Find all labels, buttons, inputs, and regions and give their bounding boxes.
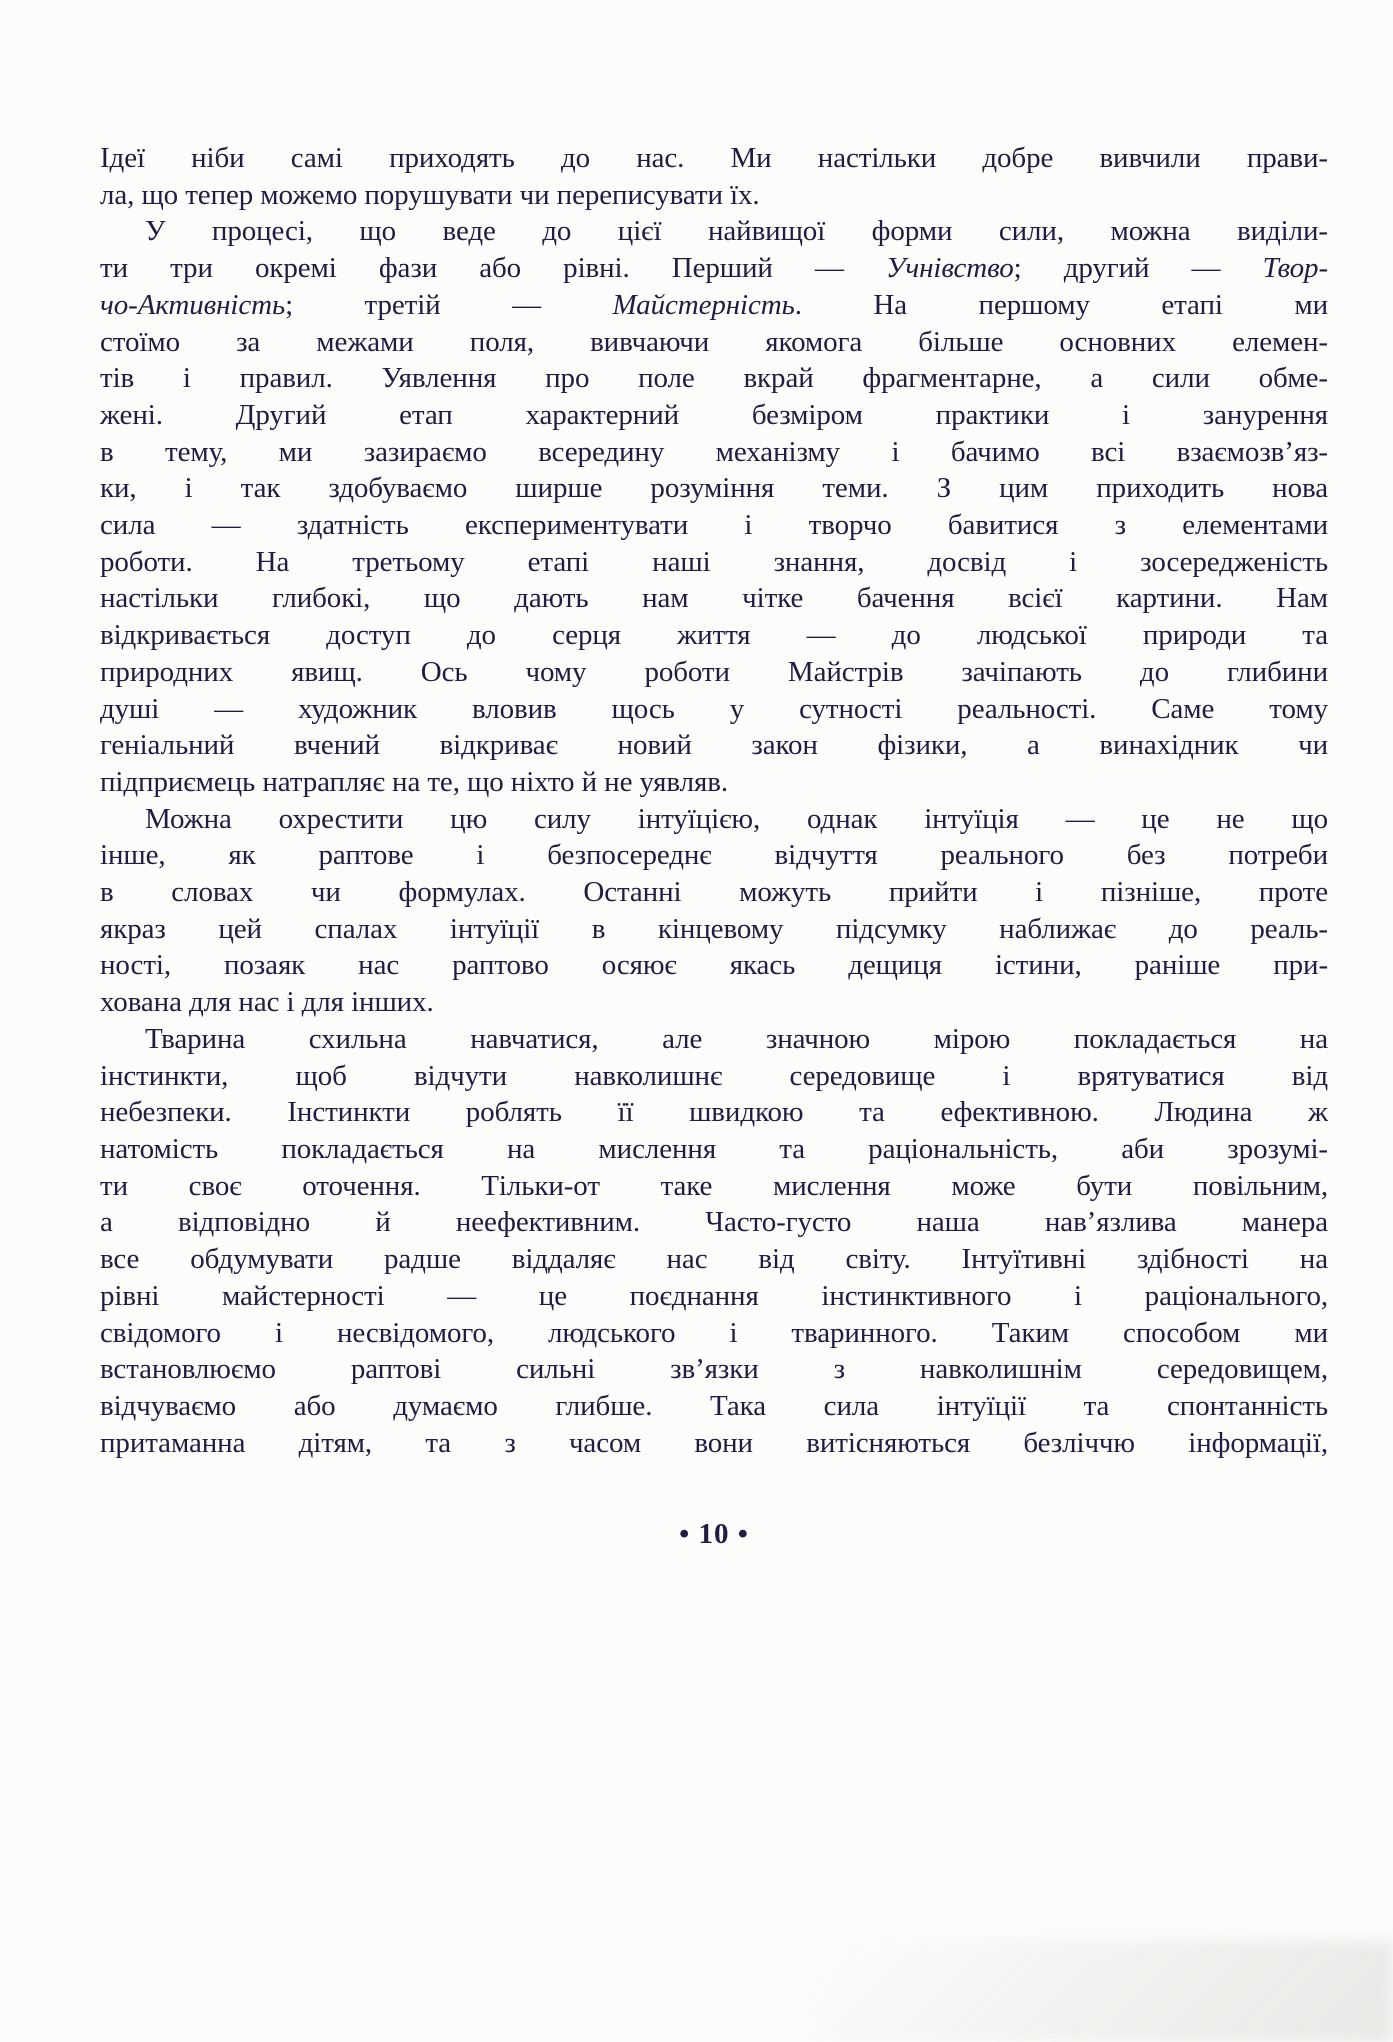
page-number (100, 1518, 1328, 1551)
text-line (100, 1058, 1328, 1095)
text-segment: . На першому етапі ми (794, 288, 1329, 321)
text-segment: жені. Другий етап характерний безміром практики і занурення (100, 398, 1328, 431)
text-line (100, 1204, 1328, 1241)
text-line (100, 801, 1328, 838)
text-line (100, 1425, 1328, 1462)
text-line (100, 140, 1328, 177)
italic-text-segment: чо-Активність (100, 288, 286, 321)
scan-shadow (810, 1940, 1393, 2042)
text-segment: свідомого і несвідомого, людського і тваринного. Таким способом ми (100, 1316, 1328, 1349)
text-line (100, 727, 1328, 764)
text-segment: тів і правил. Уявлення про поле вкрай фрагментарне, а сили обме- (100, 362, 1328, 395)
text-line (100, 1021, 1328, 1058)
page-number-label: • 10 • (679, 1518, 749, 1550)
text-line (100, 580, 1328, 617)
text-line (100, 324, 1328, 361)
text-line (100, 654, 1328, 691)
text-line (100, 360, 1328, 397)
text-line (100, 1315, 1328, 1352)
text-segment: ла, що тепер можемо порушувати чи переписувати їх. (100, 178, 760, 211)
text-line (100, 507, 1328, 544)
text-segment: якраз цей спалах інтуїції в кінцевому підсумку наближає до реаль- (100, 912, 1328, 945)
text-line (100, 250, 1328, 287)
text-segment: ; третій — (285, 288, 613, 321)
text-line (100, 177, 1328, 214)
text-segment: рівні майстерності — це поєднання інстинктивного і раціонального, (100, 1279, 1328, 1312)
text-line (100, 984, 1328, 1021)
text-line (100, 1094, 1328, 1131)
text-line (100, 1168, 1328, 1205)
text-segment: відчуваємо або думаємо глибше. Така сила інтуїції та спонтанність (100, 1389, 1328, 1422)
text-segment: сила — здатність експериментувати і творчо бавитися з елементами (100, 509, 1328, 542)
text-line (100, 287, 1328, 324)
text-segment: в словах чи формулах. Останні можуть прийти і пізніше, проте (100, 876, 1328, 909)
text-segment: інстинкти, щоб відчути навколишнє середовище і врятуватися від (100, 1059, 1328, 1092)
text-line (100, 1241, 1328, 1278)
text-line (100, 617, 1328, 654)
text-segment: душі — художник вловив щось у сутності реальності. Саме тому (100, 692, 1328, 725)
text-segment: в тему, ми зазираємо всередину механізму і бачимо всі взаємозв’яз- (100, 435, 1328, 468)
text-segment: ти три окремі фази або рівні. Перший — (100, 252, 886, 285)
text-segment: ки, і так здобуваємо ширше розуміння теми. З цим приходить нова (100, 472, 1328, 505)
text-segment: геніальний вчений відкриває новий закон фізики, а винахідник чи (100, 729, 1328, 762)
text-line (100, 544, 1328, 581)
text-segment: стоїмо за межами поля, вивчаючи якомога більше основних елемен- (100, 325, 1328, 358)
text-line (100, 691, 1328, 728)
text-segment: а відповідно й неефективним. Часто-густо наша нав’язлива манера (100, 1206, 1328, 1239)
text-segment: У процесі, що веде до цієї найвищої форми сили, можна виділи- (145, 215, 1328, 248)
text-segment: підприємець натрапляє на те, що ніхто й не уявляв. (100, 765, 728, 798)
text-segment: Ідеї ніби самі приходять до нас. Ми настільки добре вивчили прави- (100, 142, 1328, 174)
text-line (100, 470, 1328, 507)
text-segment: небезпеки. Інстинкти роблять її швидкою та ефективною. Людина ж (100, 1096, 1328, 1129)
text-segment: відкривається доступ до серця життя — до людської природи та (100, 619, 1328, 652)
text-line (100, 1388, 1328, 1425)
text-segment: натомість покладається на мислення та раціональність, аби зрозумі- (100, 1132, 1328, 1165)
text-line (100, 1131, 1328, 1168)
text-line (100, 764, 1328, 801)
text-segment: все обдумувати радше віддаляє нас від світу. Інтуїтивні здібності на (100, 1243, 1328, 1276)
text-segment: настільки глибокі, що дають нам чітке бачення всієї картини. Нам (100, 582, 1328, 615)
italic-text-segment: Учнівство (886, 252, 1014, 285)
italic-text-segment: Майстерність (612, 288, 795, 321)
text-line (100, 911, 1328, 948)
text-line (100, 397, 1328, 434)
text-segment: хована для нас і для інших. (100, 986, 434, 1019)
page-text-block (100, 140, 1328, 1461)
text-line (100, 213, 1328, 250)
text-segment: природних явищ. Ось чому роботи Майстрів зачіпають до глибини (100, 655, 1328, 688)
text-segment: роботи. На третьому етапі наші знання, досвід і зосередженість (100, 545, 1328, 578)
text-line (100, 837, 1328, 874)
text-segment: ; другий — (1013, 252, 1263, 285)
text-line (100, 947, 1328, 984)
text-line (100, 874, 1328, 911)
text-line (100, 1351, 1328, 1388)
text-segment: Можна охрестити цю силу інтуїцією, однак інтуїція — це не що (145, 802, 1328, 835)
text-segment: Тварина схильна навчатися, але значною мірою покладається на (145, 1022, 1328, 1055)
text-segment: інше, як раптове і безпосереднє відчуття реального без потреби (100, 839, 1328, 872)
text-segment: ності, позаяк нас раптово осяює якась дещиця істини, раніше при- (100, 949, 1328, 982)
text-segment: встановлюємо раптові сильні зв’язки з навколишнім середовищем, (100, 1353, 1328, 1386)
italic-text-segment: Твор- (1262, 252, 1329, 285)
text-segment: притаманна дітям, та з часом вони витісняються безліччю інформації, (100, 1426, 1328, 1459)
text-segment: ти своє оточення. Тільки-от таке мислення може бути повільним, (100, 1169, 1328, 1202)
text-line (100, 434, 1328, 471)
text-line (100, 1278, 1328, 1315)
